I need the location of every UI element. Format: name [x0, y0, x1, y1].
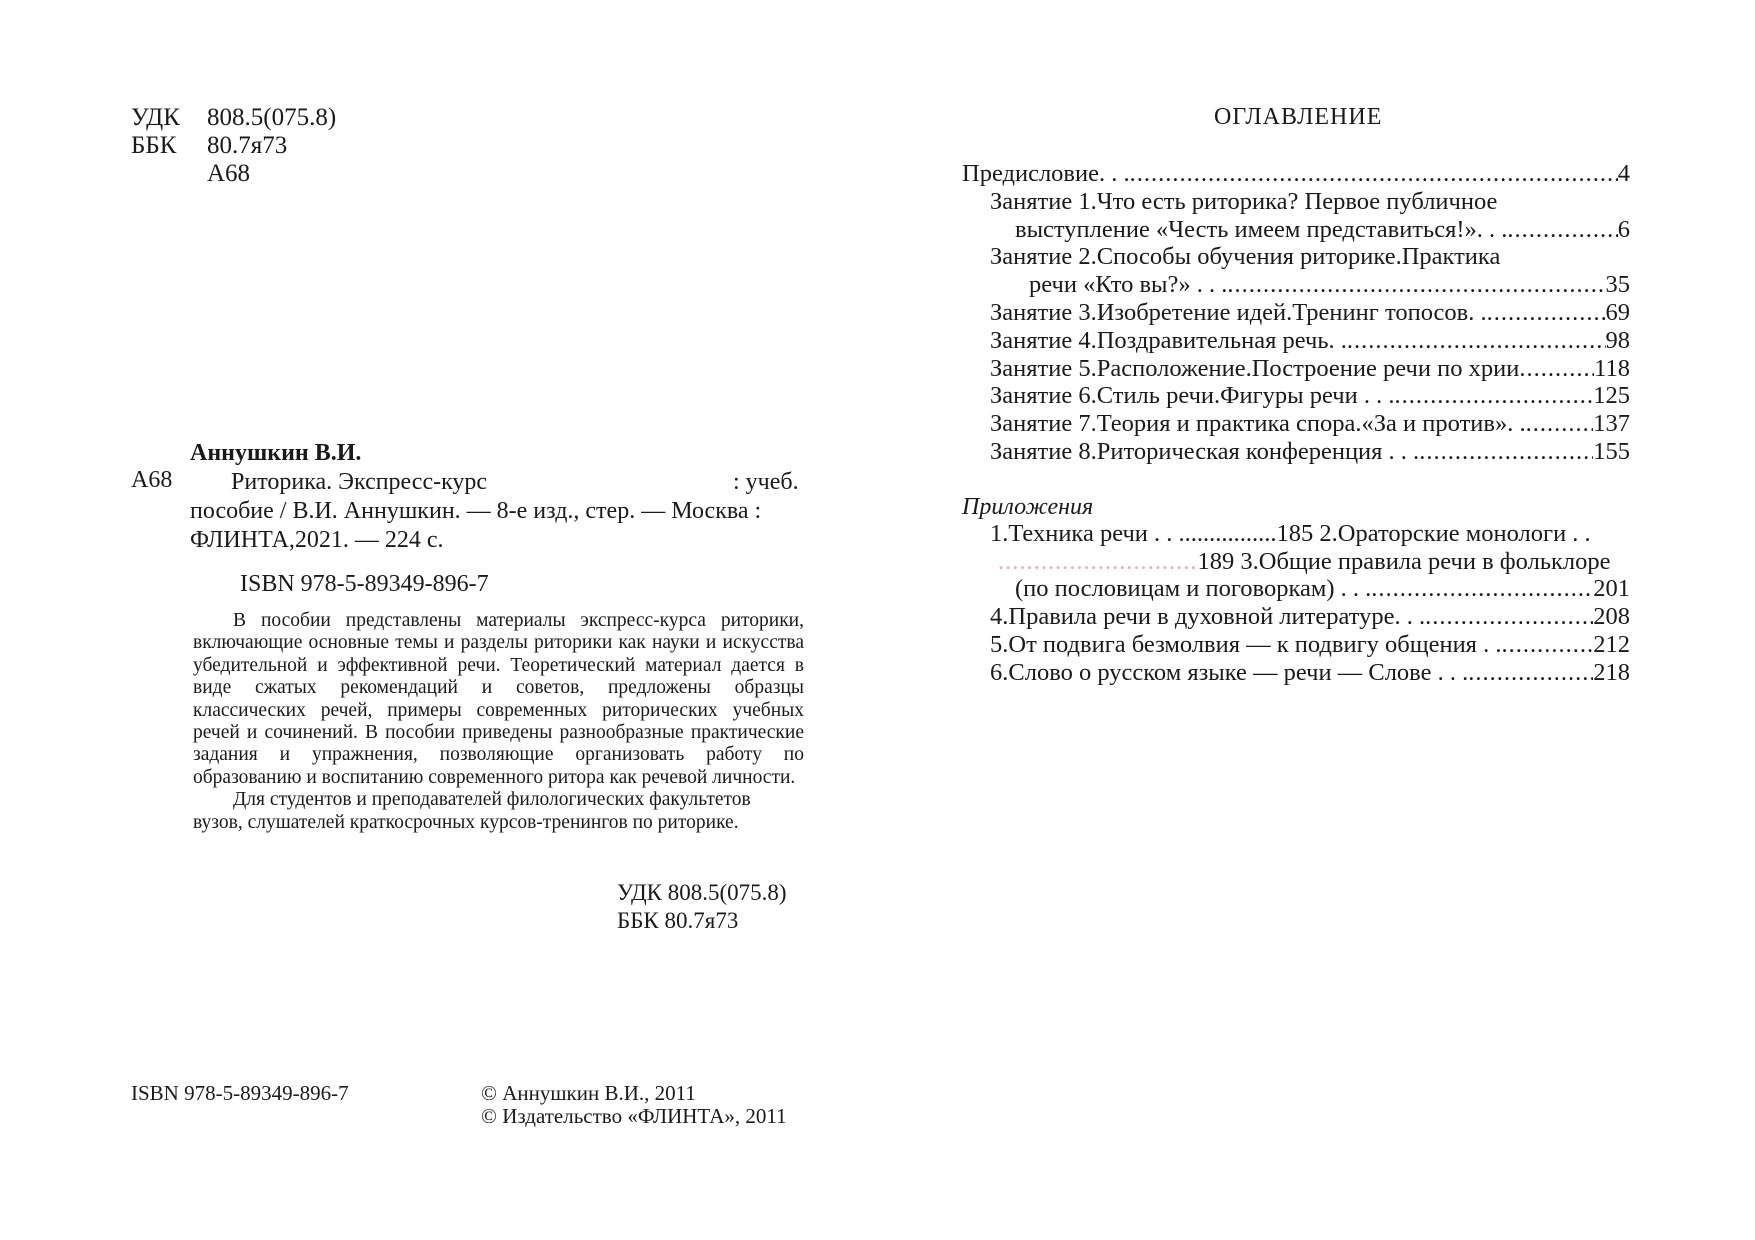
toc-item-page: 218 [1593, 659, 1630, 686]
toc-item-page: 185 [1276, 520, 1314, 547]
toc-item-label: Занятие 8.Риторическая конференция . . . [990, 438, 1420, 465]
toc-appendix-item-6 [990, 659, 1630, 687]
toc-item-label: 1.Техника речи . . . [990, 520, 1185, 547]
toc-item-lesson-1: Занятие 1.Что есть риторика? Первое публичное [990, 188, 1498, 215]
footer-copyright-author: © Аннушкин В.И., 2011 [481, 1081, 696, 1105]
toc-item-label: Занятие 6.Стиль речи.Фигуры речи . . . [990, 382, 1395, 409]
toc-item-label: выступление «Честь имеем представиться!». . . [1015, 216, 1508, 243]
toc-item-page: 125 [1593, 382, 1630, 409]
toc-appendix-line-1: 1.Техника речи . . ................185 2.Ораторские монологи . . [990, 520, 1591, 547]
toc-item-label: Занятие 5.Расположение.Построение речи по хрии [990, 355, 1520, 382]
toc-item-label: 3.Общие правила речи в фольклоре [1240, 548, 1611, 575]
footer-isbn: ISBN 978-5-89349-896-7 [131, 1081, 349, 1105]
toc-item-page: 189 [1197, 548, 1235, 575]
annotation-p1: В пособии представлены материалы экспресс-курса риторики, включающие основные темы и разделы риторики как науки и искусства убедительной и эффективной речи. Теоретический материал дается в виде сжатых рекомендаций и советов, предложены образцы классических речей, примеры современных риторических учебных речей и сочинений. В пособии приведены разнообразные практические задания и упражнения, позволяющие организовать работу по образованию и воспитанию современного ритора как речевой личности. [193, 610, 804, 788]
toc-appendix-line-3 [1015, 575, 1630, 603]
toc-item-lesson-2: Занятие 2.Способы обучения риторике.Практика [990, 243, 1501, 270]
toc-item-preface [962, 160, 1630, 188]
toc-item-page: 137 [1593, 410, 1630, 437]
toc-appendix-item-5 [990, 631, 1630, 659]
toc-item-label: Занятие 4.Поздравительная речь. . [990, 327, 1347, 354]
toc-item-page: 118 [1594, 355, 1630, 382]
toc-item-lesson-3 [990, 299, 1630, 327]
toc-item-page: 98 [1605, 327, 1630, 354]
toc-item-label: (по пословицам и поговоркам) . . . [1015, 575, 1372, 602]
card-udk: УДК 808.5(075.8) [617, 880, 787, 905]
appendix-heading: Приложения [962, 494, 1094, 520]
toc-item-lesson-5 [990, 355, 1630, 383]
toc-item-page: 212 [1593, 631, 1630, 658]
udk-label: УДК [131, 104, 180, 131]
toc-item-label: Занятие 7.Теория и практика спора.«За и против». . [990, 410, 1526, 437]
toc-item-label: 2.Ораторские монологи . . [1319, 520, 1591, 547]
toc-item-label: 6.Слово о русском языке — речи — Слове . . . [990, 659, 1469, 686]
footer-copyright-publisher: © Издательство «ФЛИНТА», 2011 [481, 1104, 787, 1128]
card-title-suffix: : учеб. [733, 469, 799, 495]
leader-dots: ............................ [998, 548, 1198, 575]
card-bbk: ББК 80.7я73 [617, 908, 739, 933]
toc-item-page: 155 [1593, 438, 1630, 465]
card-author: Аннушкин В.И. [190, 440, 362, 466]
toc-item-lesson-2-cont [1029, 271, 1630, 299]
udk-value: 808.5(075.8) [207, 104, 337, 131]
annotation [193, 610, 804, 834]
toc-item-label: речи «Кто вы?» . . . [1029, 271, 1228, 298]
toc-item-label: Занятие 3.Изобретение идей.Тренинг топосов. . [990, 299, 1487, 326]
toc-item-page: 208 [1593, 603, 1630, 630]
toc-item-lesson-6 [990, 382, 1630, 410]
toc-item-lesson-7 [990, 410, 1630, 438]
toc-item-lesson-8 [990, 438, 1630, 466]
bbk-value: 80.7я73 [207, 132, 288, 159]
toc-item-page: 6 [1617, 216, 1630, 243]
author-mark: А68 [207, 160, 251, 187]
annotation-p2: Для студентов и преподавателей филологических факультетов вузов, слушателей краткосрочных курсов-тренингов по риторике. [193, 789, 751, 833]
toc-item-label: Предисловие. . . [962, 160, 1130, 187]
toc-item-page: 4 [1617, 160, 1630, 187]
card-line3: ФЛИНТА,2021. — 224 с. [190, 527, 444, 553]
card-title: Риторика. Экспресс-курс [231, 469, 488, 495]
toc-item-lesson-4 [990, 327, 1630, 355]
toc-item-label: 5.От подвига безмолвия — к подвигу общения . . [990, 631, 1502, 658]
toc-item-page: 35 [1605, 271, 1630, 298]
toc-item-lesson-1-cont [1015, 216, 1630, 244]
toc-title: ОГЛАВЛЕНИЕ [1214, 104, 1383, 130]
card-line2: пособие / В.И. Аннушкин. — 8-е изд., стер. — Москва : [190, 498, 762, 524]
toc-item-page: 201 [1593, 575, 1630, 602]
toc-appendix-line-2 [998, 548, 1611, 576]
card-isbn: ISBN 978-5-89349-896-7 [240, 571, 489, 597]
toc-item-label: 4.Правила речи в духовной литературе. . . [990, 603, 1426, 630]
toc-item-page: 69 [1605, 299, 1630, 326]
card-mark: А68 [131, 467, 173, 493]
toc-appendix-item-4 [990, 603, 1630, 631]
classification-codes [131, 104, 336, 188]
bbk-label: ББК [131, 132, 177, 159]
